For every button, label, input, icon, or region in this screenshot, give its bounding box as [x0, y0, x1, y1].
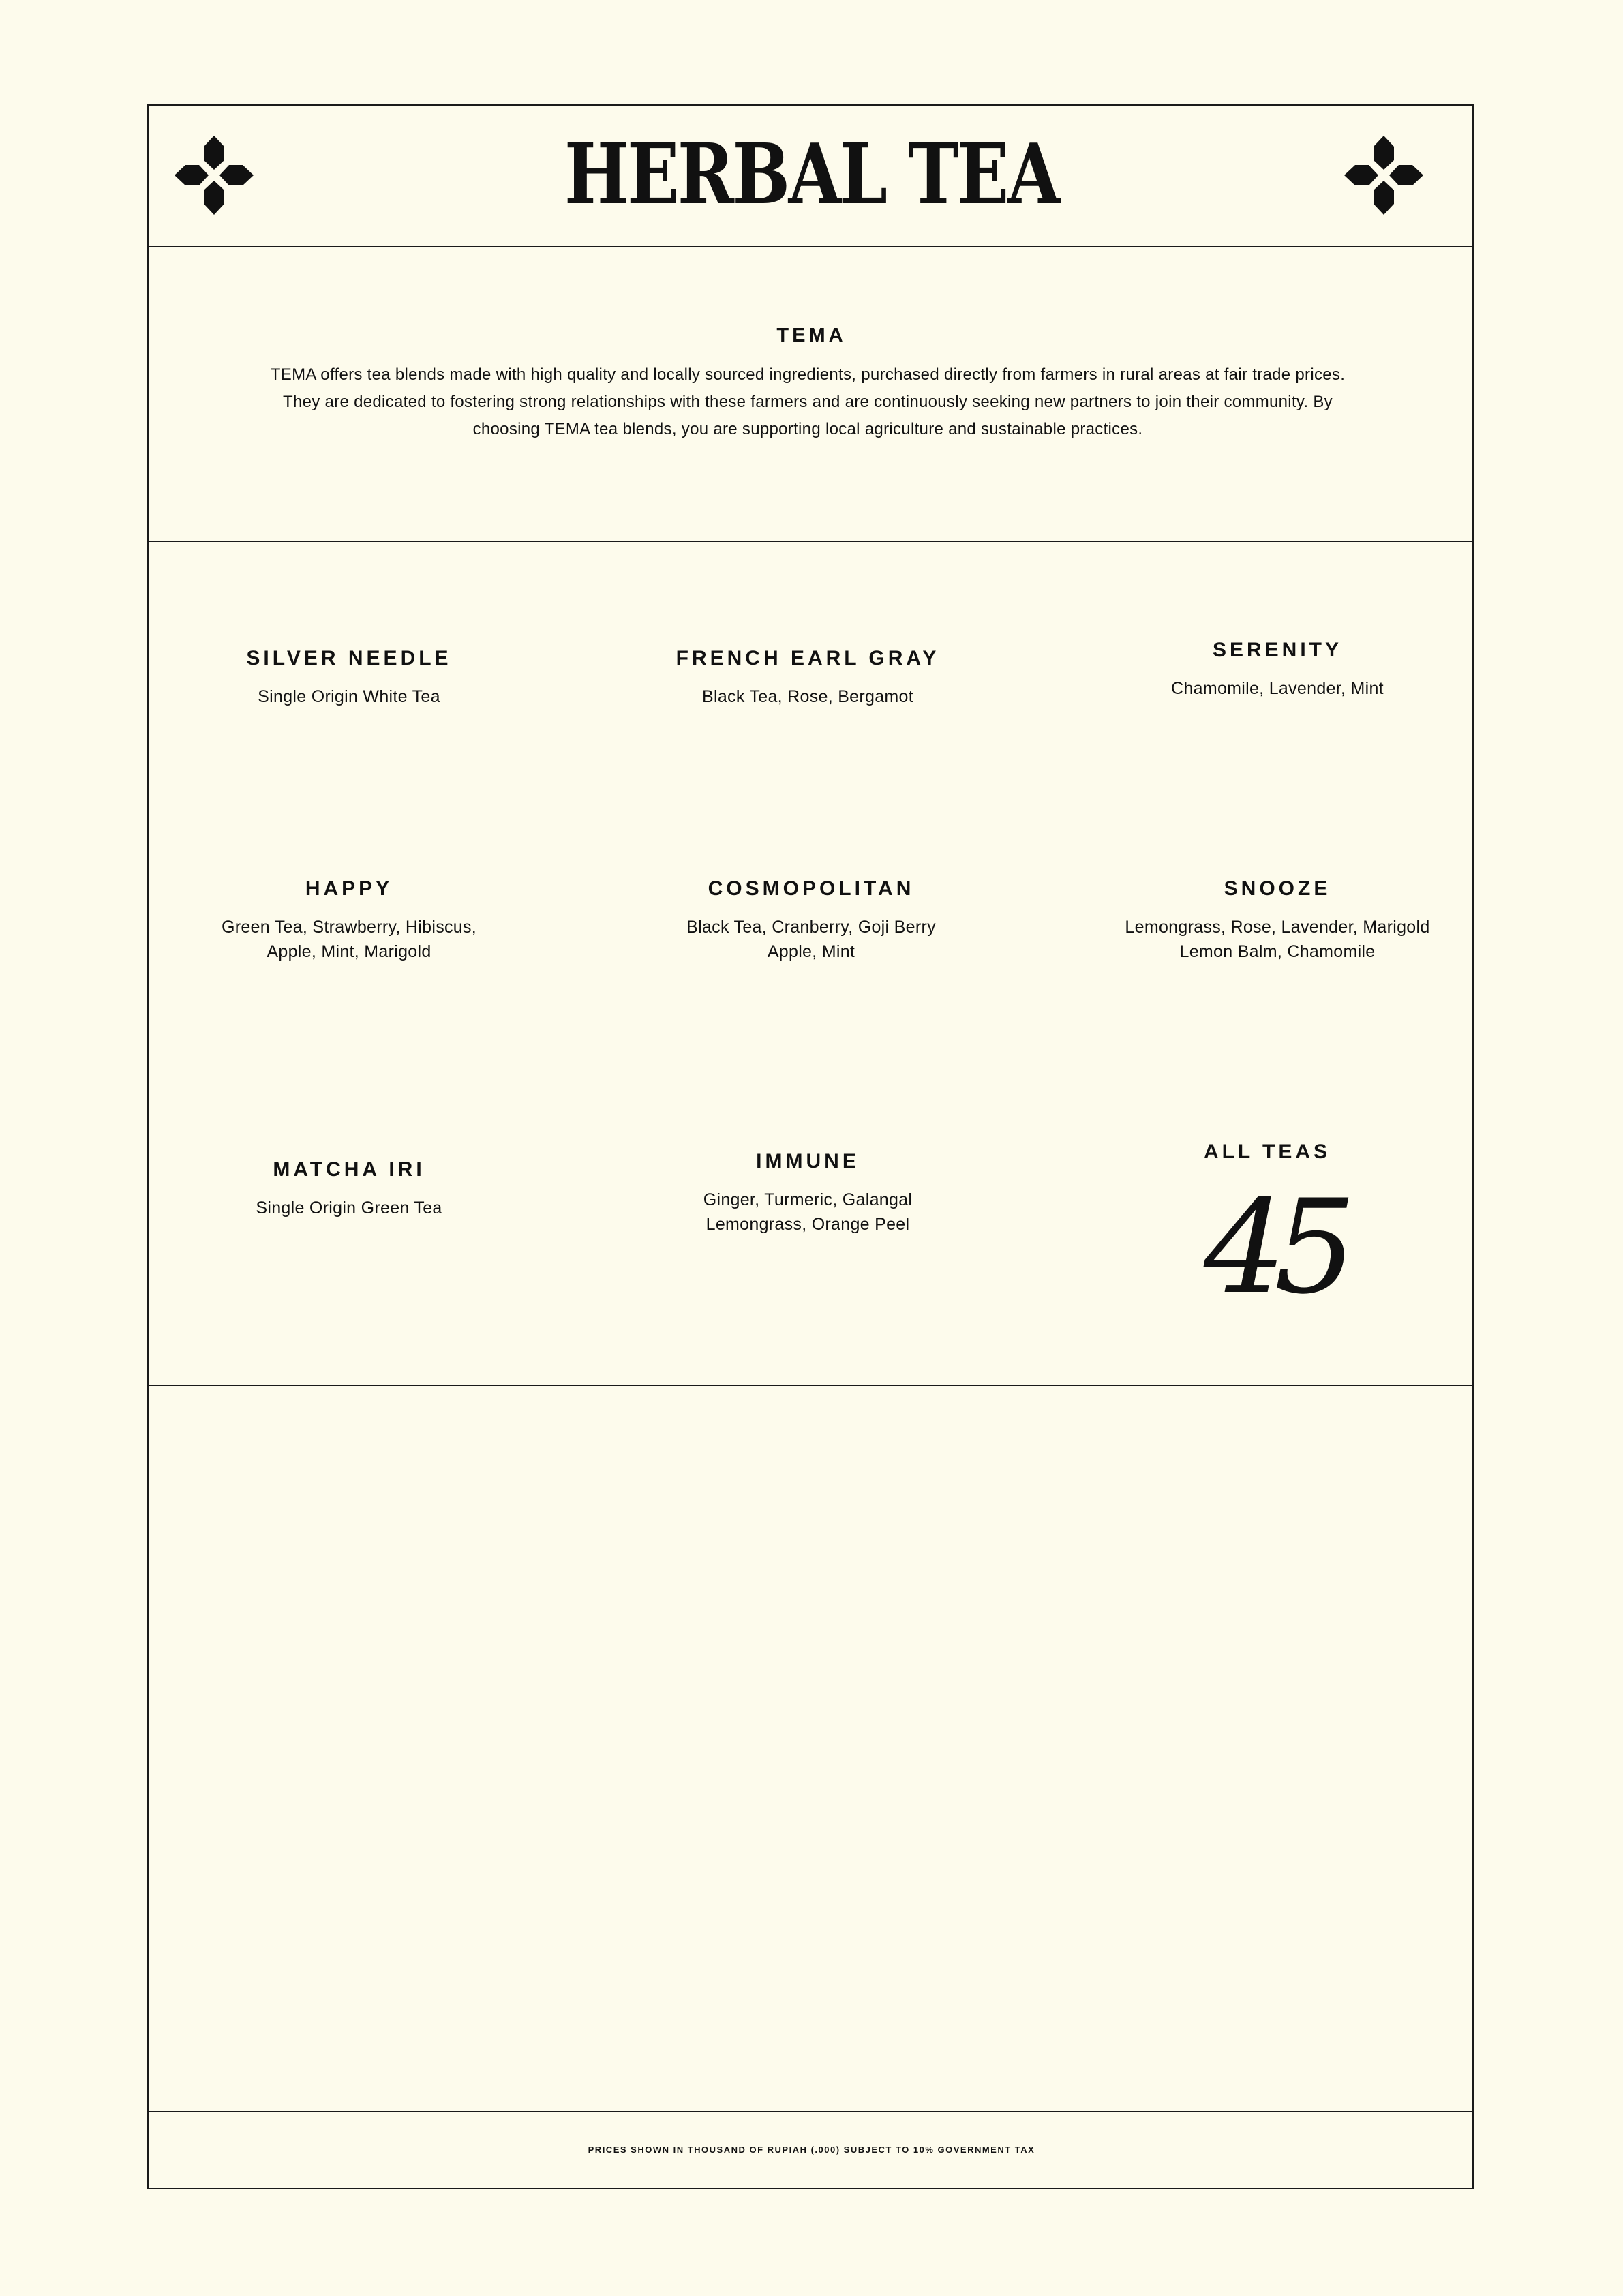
menu-item-name: SNOOZE — [1224, 877, 1331, 900]
menu-item — [1059, 875, 1496, 964]
menu-item — [590, 1148, 1026, 1237]
intro-divider — [147, 541, 1474, 542]
menu-item — [131, 875, 567, 964]
menu-item-desc: Lemongrass, Rose, Lavender, Marigold Lemon Balm, Chamomile — [1125, 918, 1430, 961]
intro-title: TEMA — [776, 324, 847, 346]
menu-item-name: HAPPY — [305, 877, 393, 900]
menu-item-name: SERENITY — [1212, 639, 1343, 661]
menu-item — [131, 1156, 567, 1220]
menu-item-name: FRENCH EARL GRAY — [676, 647, 940, 669]
menu-item-desc: Black Tea, Cranberry, Goji Berry Apple, Mint — [686, 918, 936, 961]
menu-item — [593, 875, 1029, 964]
menu-item-desc: Black Tea, Rose, Bergamot — [702, 687, 913, 706]
header-divider — [147, 246, 1474, 247]
footer-divider — [147, 2111, 1474, 2112]
menu-item-name: SILVER NEEDLE — [246, 647, 452, 669]
all-teas-label: ALL TEAS — [1203, 1141, 1331, 1163]
menu-item-name: COSMOPOLITAN — [708, 877, 915, 900]
menu-item-desc: Green Tea, Strawberry, Hibiscus, Apple, Mint, Marigold — [221, 918, 477, 961]
menu-item-desc: Single Origin White Tea — [258, 687, 440, 706]
price-note: PRICES SHOWN IN THOUSAND OF RUPIAH (.000) SUBJECT TO 10% GOVERNMENT TAX — [588, 2145, 1035, 2155]
menu-item — [1059, 637, 1496, 701]
menu-item-desc: Ginger, Turmeric, Galangal Lemongrass, Orange Peel — [703, 1190, 913, 1234]
all-teas-block — [1049, 1138, 1485, 1166]
all-teas-price: 45 — [1204, 1172, 1344, 1323]
menu-item-name: MATCHA IRI — [273, 1158, 425, 1181]
menu-item — [590, 645, 1026, 709]
menu-item — [131, 645, 567, 709]
menu-item-desc: Chamomile, Lavender, Mint — [1171, 679, 1384, 698]
menu-divider — [147, 1385, 1474, 1386]
menu-item-desc: Single Origin Green Tea — [256, 1198, 442, 1218]
flower-ornament-icon — [1343, 134, 1425, 216]
intro-body: TEMA offers tea blends made with high quality and locally sourced ingredients, purchased directly from farmers in rural areas at fair trade prices. They are dedicated to fostering strong relationships with these farmers and are continuously seeking new partners to join their community. By choosing TEMA tea blends, you are supporting local agriculture and sustainable practices. — [270, 365, 1346, 438]
page-title: HERBAL TEA — [564, 125, 1059, 223]
menu-item-name: IMMUNE — [756, 1150, 860, 1173]
